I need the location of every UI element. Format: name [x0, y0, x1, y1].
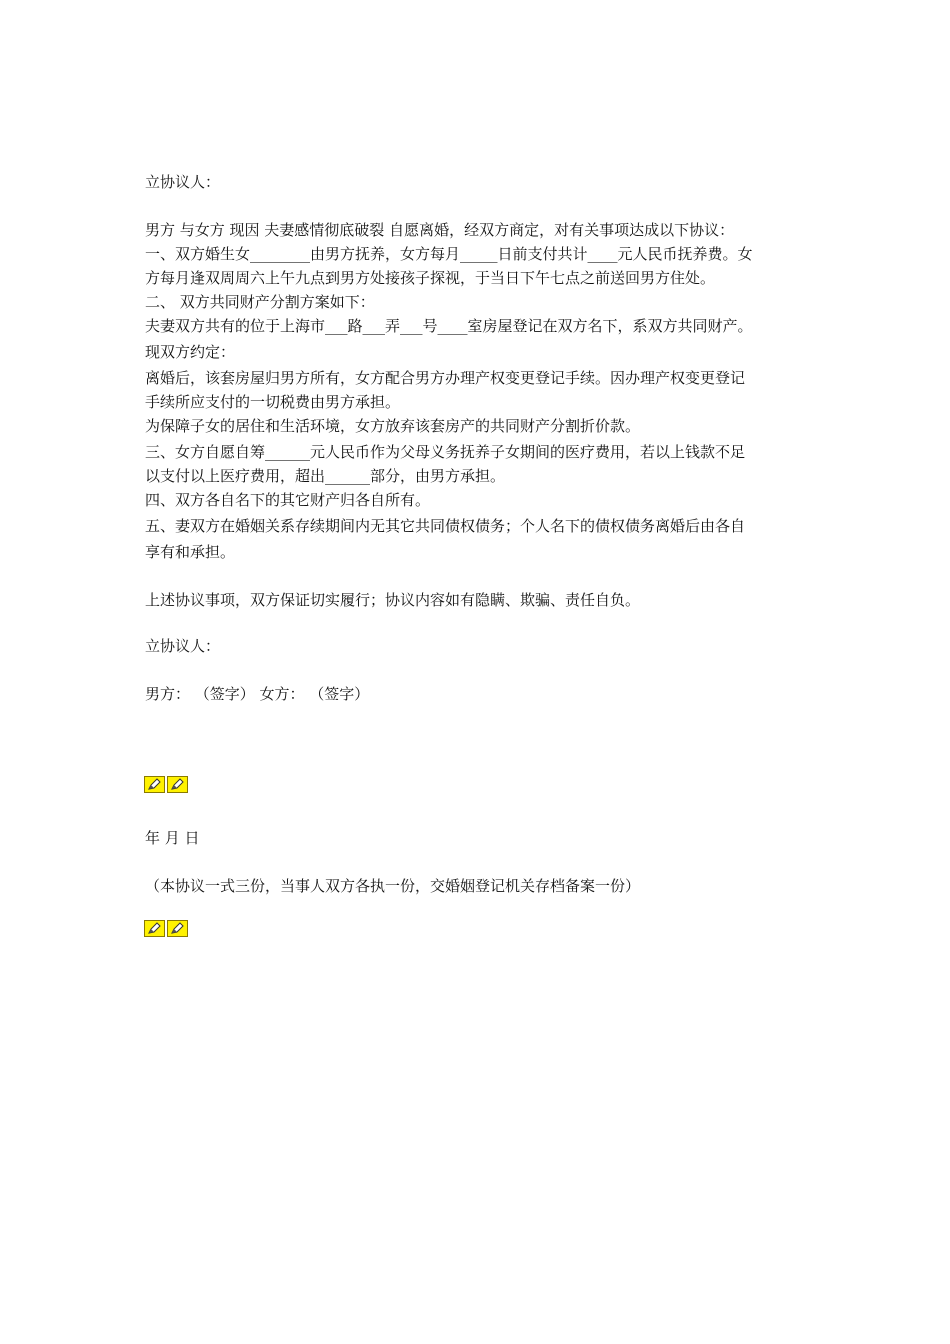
signatory-heading: 立协议人：	[145, 637, 221, 655]
clause-line: 夫妻双方共有的位于上海市___路___弄___号____室房屋登记在双方名下，系双方共同财产。	[145, 317, 753, 335]
clause-line: 四、双方各自名下的其它财产归各自所有。	[145, 491, 431, 509]
pen-icon	[167, 776, 188, 793]
clause-line: 二、 双方共同财产分割方案如下：	[145, 293, 375, 311]
clause-line: 享有和承担。	[145, 543, 236, 561]
guarantee-line: 上述协议事项，双方保证切实履行；协议内容如有隐瞒、欺骗、责任自负。	[145, 591, 641, 609]
intro-line: 男方 与女方 现因 夫妻感情彻底破裂 自愿离婚，经双方商定，对有关事项达成以下协议：	[145, 221, 735, 239]
clause-line: 以支付以上医疗费用，超出______部分，由男方承担。	[145, 467, 506, 485]
clause-line: 一、双方婚生女________由男方抚养，女方每月_____日前支付共计____元人民币抚养费。女	[145, 245, 753, 263]
signature-line: 男方： （签字） 女方： （签字）	[145, 685, 370, 703]
clause-line: 三、女方自愿自筹______元人民币作为父母义务抚养子女期间的医疗费用，若以上钱款不足	[145, 443, 746, 461]
copies-note: （本协议一式三份，当事人双方各执一份，交婚姻登记机关存档备案一份）	[145, 877, 641, 895]
clause-line: 五、妻双方在婚姻关系存续期间内无其它共同债权债务；个人名下的债权债务离婚后由各自	[145, 517, 746, 535]
clause-line: 离婚后，该套房屋归男方所有，女方配合男方办理产权变更登记手续。因办理产权变更登记	[145, 369, 746, 387]
clause-line: 方每月逢双周周六上午九点到男方处接孩子探视，于当日下午七点之前送回男方住处。	[145, 269, 716, 287]
embedded-object-icons	[144, 776, 188, 793]
clause-line: 手续所应支付的一切税费由男方承担。	[145, 393, 401, 411]
pen-icon	[167, 920, 188, 937]
pen-icon	[144, 920, 165, 937]
embedded-object-icons	[144, 920, 188, 937]
pen-icon	[144, 776, 165, 793]
date-line: 年 月 日	[145, 829, 200, 847]
clause-line: 现双方约定：	[145, 343, 236, 361]
agreement-heading: 立协议人：	[145, 173, 221, 191]
clause-line: 为保障子女的居住和生活环境，女方放弃该套房产的共同财产分割折价款。	[145, 417, 641, 435]
